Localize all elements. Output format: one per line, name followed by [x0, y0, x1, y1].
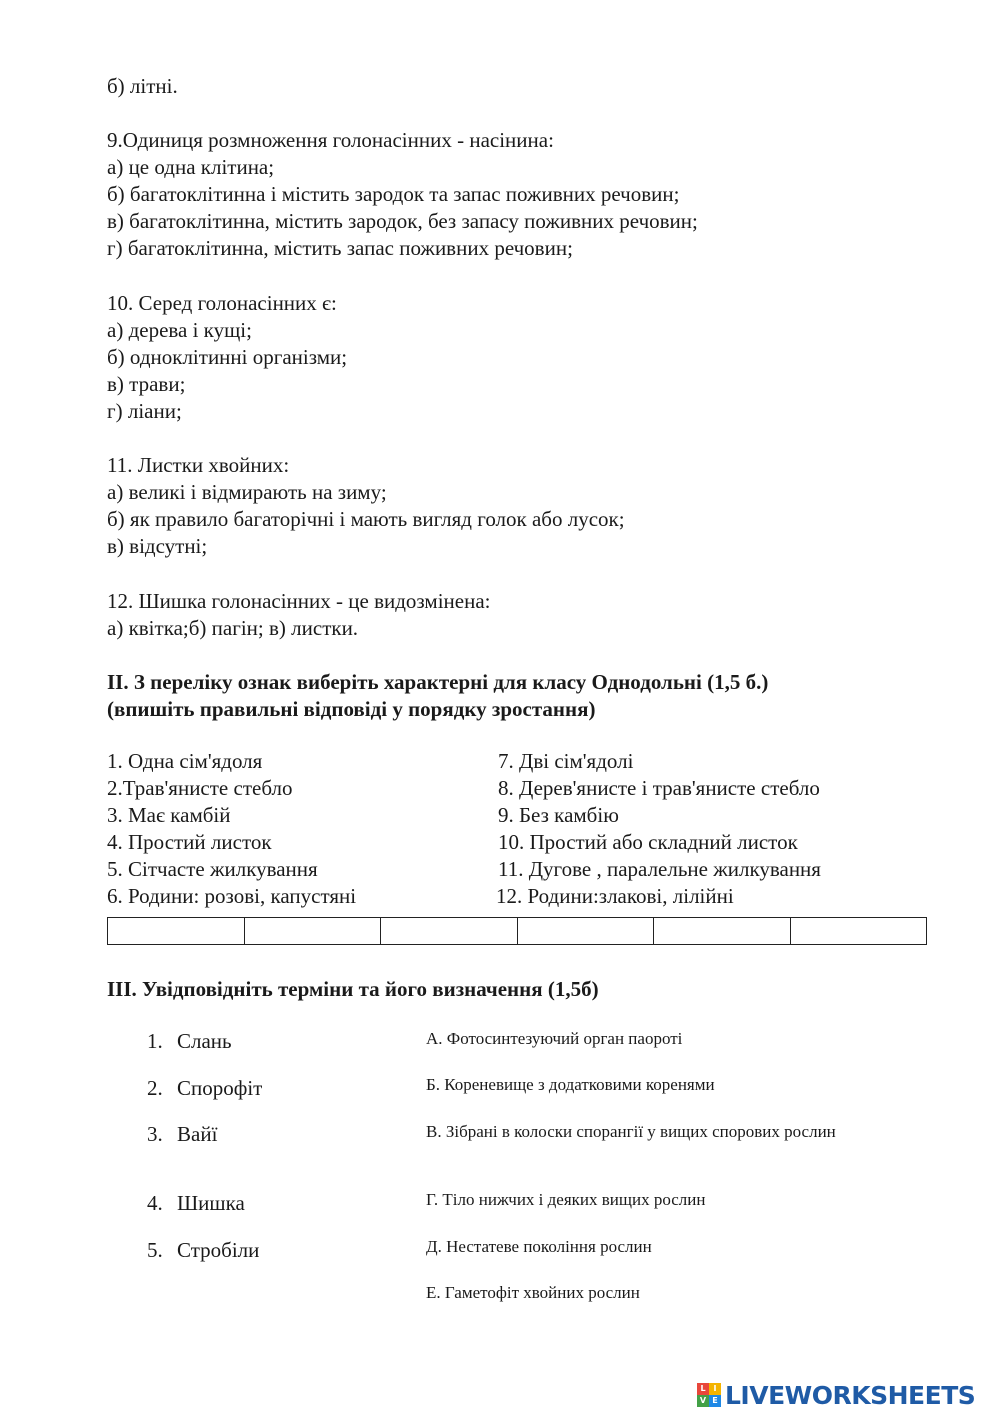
definition-e[interactable]: Д. Нестатеве покоління рослин [426, 1237, 652, 1256]
section2-instruction: (впишіть правильні відповіді у порядку зростання) [107, 697, 596, 721]
logo-letter: V [697, 1395, 709, 1407]
logo-letter: E [709, 1395, 721, 1407]
trait-12: 12. Родини:злакові, лілійні [496, 884, 734, 908]
q8-tail-option: б) літні. [107, 74, 178, 98]
term-5[interactable] [147, 1238, 259, 1263]
trait-1: 1. Одна сім'ядоля [107, 749, 263, 773]
q9-option-a: а) це одна клітина; [107, 155, 275, 179]
term-label: Спорофіт [177, 1076, 263, 1100]
answer-cell-5[interactable] [654, 918, 791, 944]
q11-option-b: б) як правило багаторічні і мають вигляд голок або лусок; [107, 507, 625, 531]
q11-option-c: в) відсутні; [107, 534, 208, 558]
term-number: 5. [147, 1238, 163, 1262]
term-3[interactable] [147, 1122, 217, 1147]
term-number: 2. [147, 1076, 163, 1100]
definition-a[interactable]: А. Фотосинтезуючий орган паороті [426, 1029, 683, 1048]
answer-cell-2[interactable] [245, 918, 382, 944]
q9-option-c: в) багатоклітинна, містить зародок, без запасу поживних речовин; [107, 209, 698, 233]
logo-letter: L [697, 1383, 709, 1395]
term-label: Стробіли [177, 1238, 260, 1262]
trait-10: 10. Простий або складний листок [498, 830, 798, 854]
trait-2: 2.Трав'янисте стебло [107, 776, 293, 800]
definition-d[interactable]: Г. Тіло нижчих і деяких вищих рослин [426, 1190, 706, 1209]
term-4[interactable] [147, 1191, 245, 1216]
term-1[interactable] [147, 1029, 232, 1054]
term-2[interactable] [147, 1076, 262, 1101]
logo-letter: I [709, 1383, 721, 1395]
q9-question: 9.Одиниця розмноження голонасінних - насінина: [107, 128, 554, 152]
trait-11: 11. Дугове , паралельне жилкування [498, 857, 821, 881]
q10-option-d: г) ліани; [107, 399, 182, 423]
definition-f[interactable]: Е. Гаметофіт хвойних рослин [426, 1283, 640, 1302]
term-label: Шишка [177, 1191, 245, 1215]
q9-option-d: г) багатоклітинна, містить запас поживних речовин; [107, 236, 573, 260]
term-number: 1. [147, 1029, 163, 1053]
term-label: Вайї [177, 1122, 218, 1146]
logo-text: LIVEWORKSHEETS [725, 1380, 976, 1410]
trait-7: 7. Дві сім'ядолі [498, 749, 634, 773]
q10-question: 10. Серед голонасінних є: [107, 291, 337, 315]
q9-option-b: б) багатоклітинна і містить зародок та запас поживних речовин; [107, 182, 680, 206]
trait-4: 4. Простий листок [107, 830, 272, 854]
term-number: 4. [147, 1191, 163, 1215]
q12-question: 12. Шишка голонасінних - це видозмінена: [107, 589, 491, 613]
answer-table [107, 917, 927, 945]
definition-b[interactable]: Б. Кореневище з додатковими коренями [426, 1075, 715, 1094]
logo-cube-icon [697, 1383, 721, 1407]
q10-option-b: б) одноклітинні організми; [107, 345, 348, 369]
q10-option-c: в) трави; [107, 372, 186, 396]
q11-option-a: а) великі і відмирають на зиму; [107, 480, 387, 504]
section2-heading: ІІ. З переліку ознак виберіть характерні для класу Однодольні (1,5 б.) [107, 670, 769, 694]
answer-cell-4[interactable] [518, 918, 655, 944]
trait-3: 3. Має камбій [107, 803, 231, 827]
definition-c[interactable]: В. Зібрані в колоски спорангії у вищих спорових рослин [426, 1122, 836, 1141]
q10-option-a: а) дерева і кущі; [107, 318, 252, 342]
answer-cell-3[interactable] [381, 918, 518, 944]
liveworksheets-logo [697, 1381, 975, 1409]
term-label: Слань [177, 1029, 232, 1053]
trait-5: 5. Сітчасте жилкування [107, 857, 318, 881]
q11-question: 11. Листки хвойних: [107, 453, 290, 477]
answer-cell-1[interactable] [108, 918, 245, 944]
answer-cell-6[interactable] [791, 918, 927, 944]
section3-heading: ІІІ. Увідповідніть терміни та його визначення (1,5б) [107, 977, 599, 1001]
trait-8: 8. Дерев'янисте і трав'янисте стебло [498, 776, 820, 800]
trait-6: 6. Родини: розові, капустяні [107, 884, 357, 908]
q12-options: а) квітка;б) пагін; в) листки. [107, 616, 359, 640]
trait-9: 9. Без камбію [498, 803, 619, 827]
term-number: 3. [147, 1122, 163, 1146]
